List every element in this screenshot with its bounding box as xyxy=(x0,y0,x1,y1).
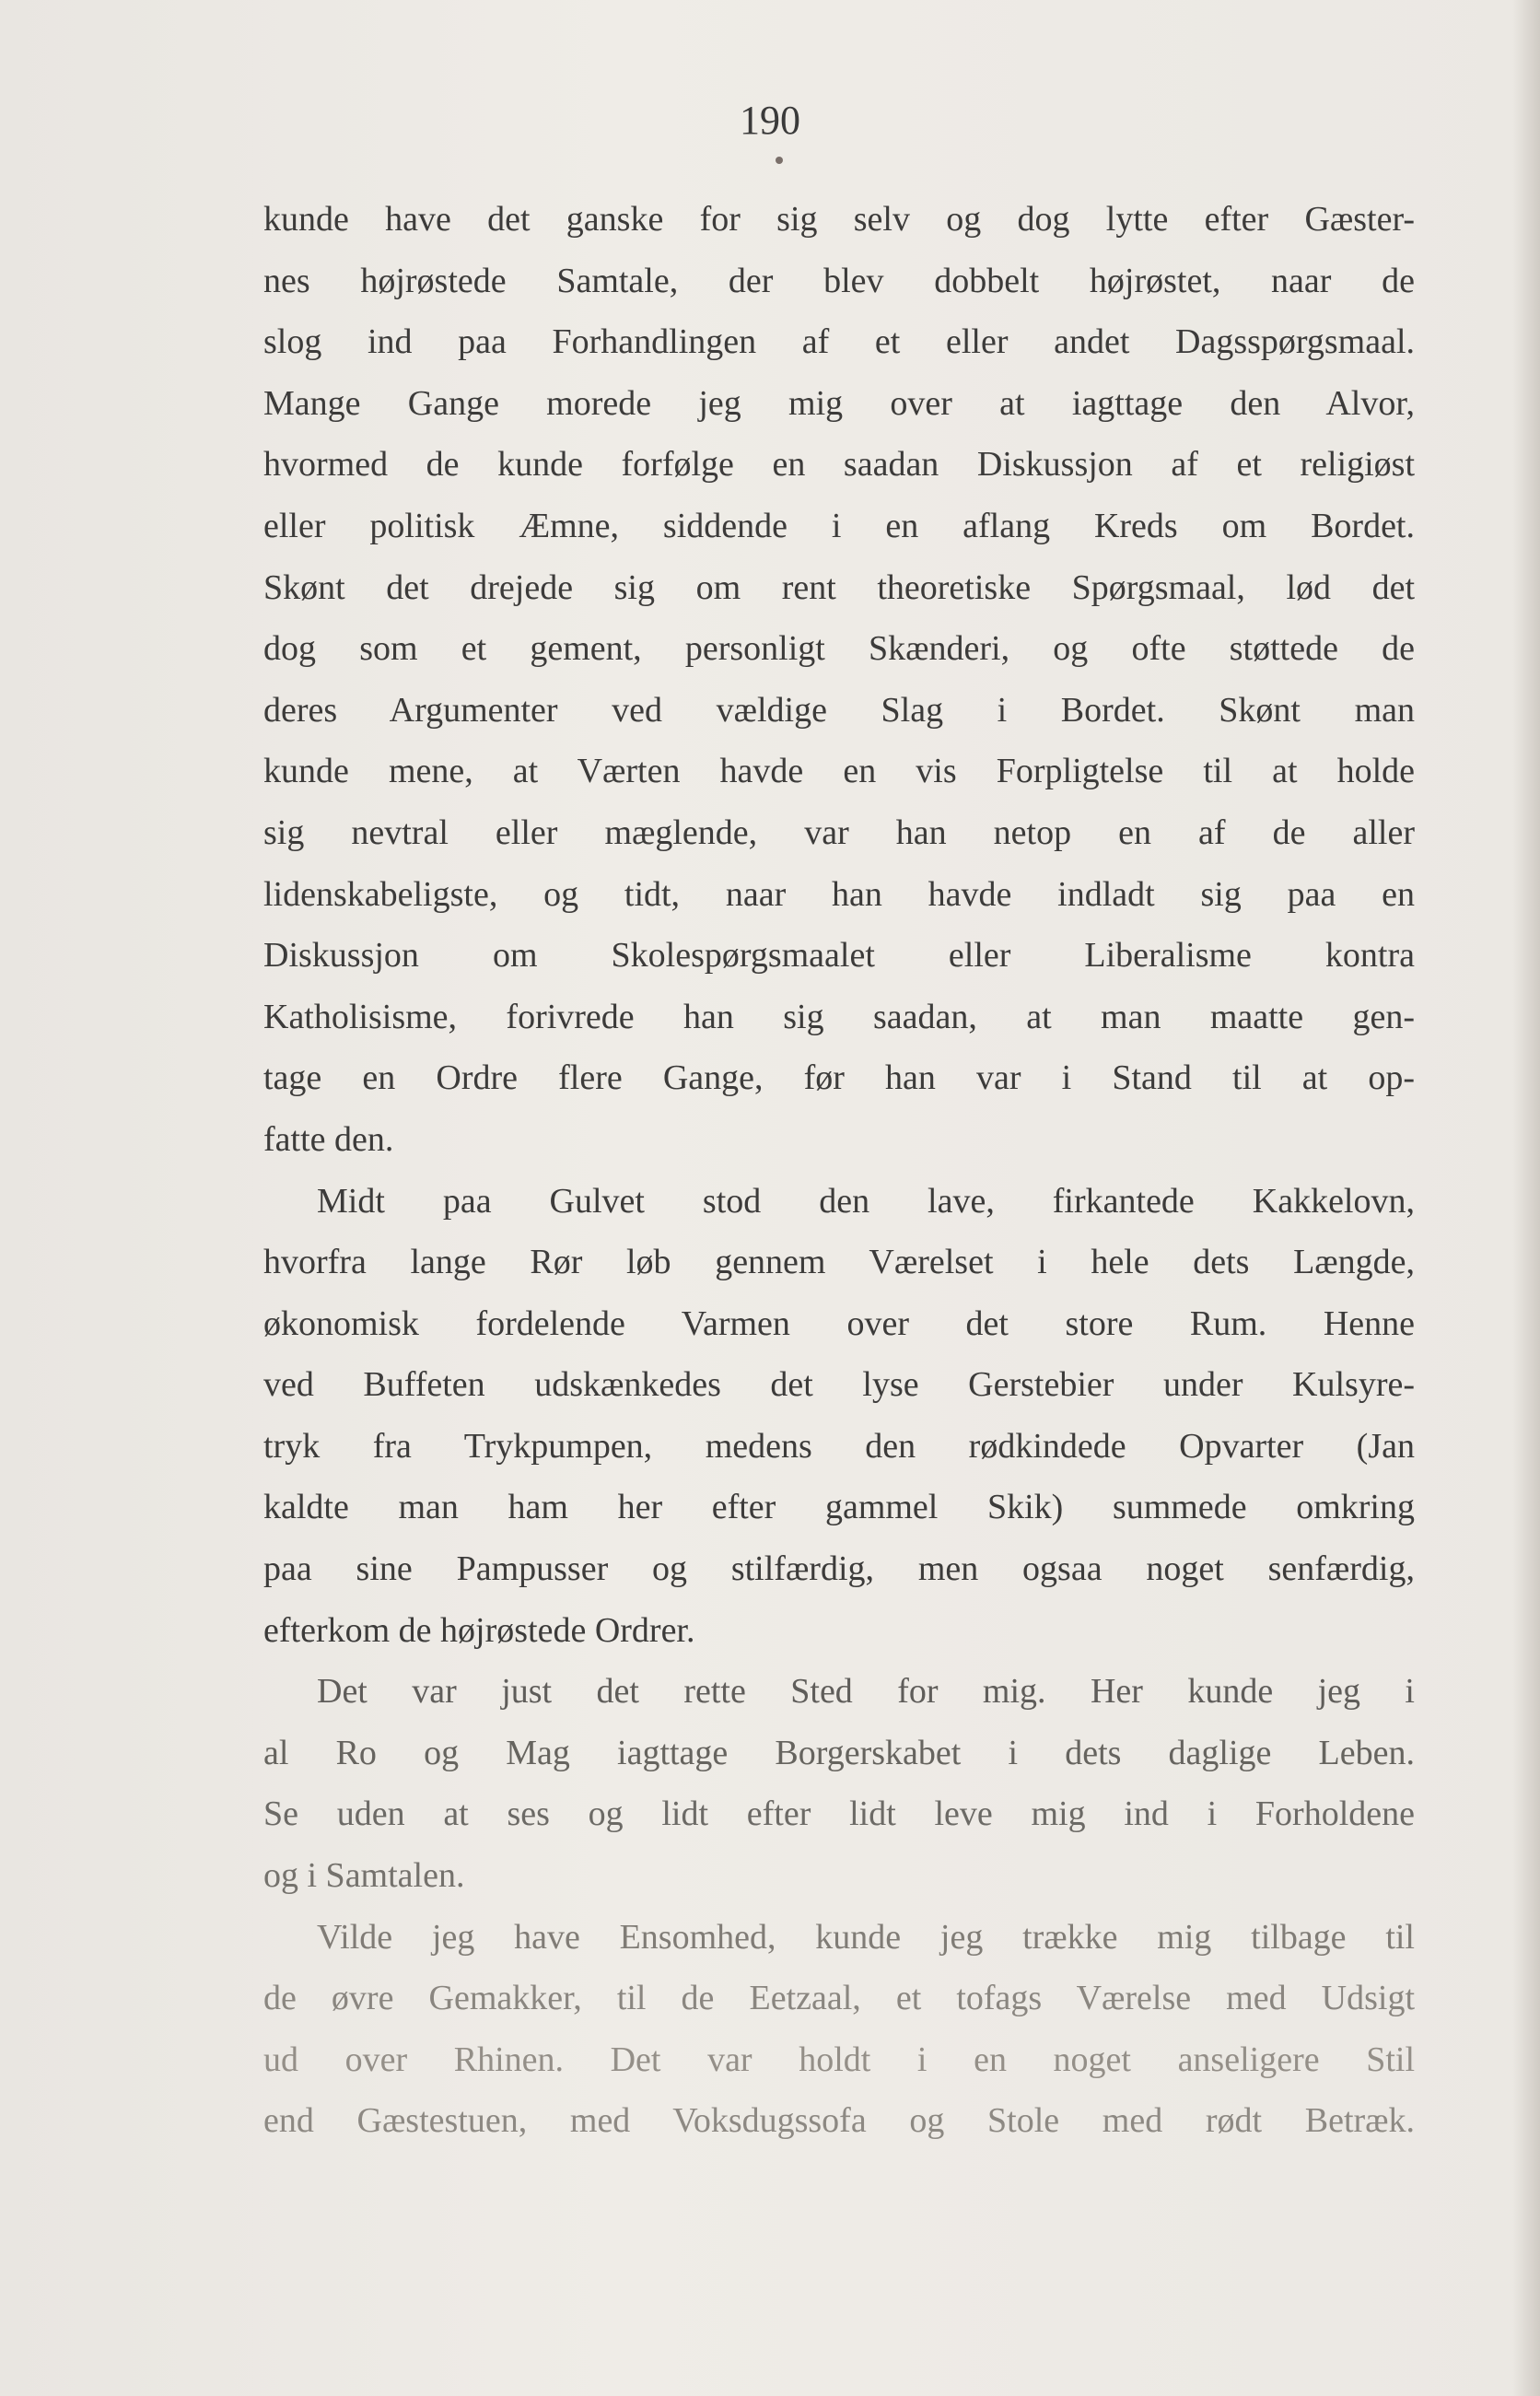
ink-speck xyxy=(776,157,783,164)
text-line: de øvre Gemakker, til de Eetzaal, et tofags Værelse med Udsigt xyxy=(263,1979,1415,2018)
text-line: deres Argumenter ved vældige Slag i Bordet. Skønt man xyxy=(263,690,1415,730)
text-line: tryk fra Trykpumpen, medens den rødkindede Opvarter (Jan xyxy=(263,1426,1415,1466)
text-line: lidenskabeligste, og tidt, naar han havde indladt sig paa en xyxy=(263,874,1415,914)
text-line: paa sine Pampusser og stilfærdig, men ogsaa noget senfærdig, xyxy=(263,1549,1415,1589)
text-line: efterkom de højrøstede Ordrer. xyxy=(263,1610,695,1650)
body-text xyxy=(263,189,1415,2152)
text-line: Det var just det rette Sted for mig. Her kunde jeg i xyxy=(317,1672,1415,1712)
text-line: ud over Rhinen. Det var holdt i en noget anseligere Stil xyxy=(263,2040,1415,2079)
text-line: ved Buffeten udskænkedes det lyse Gerstebier under Kulsyre- xyxy=(263,1365,1415,1405)
text-line: økonomisk fordelende Varmen over det store Rum. Henne xyxy=(263,1303,1415,1343)
text-line: kunde mene, at Værten havde en vis Forpligtelse til at holde xyxy=(263,752,1415,791)
text-line: kunde have det ganske for sig selv og dog lytte efter Gæster- xyxy=(263,200,1415,239)
text-line: Diskussjon om Skolespørgsmaalet eller Liberalisme kontra xyxy=(263,936,1415,976)
text-line: hvormed de kunde forfølge en saadan Diskussjon af et religiøst xyxy=(263,445,1415,485)
text-line: fatte den. xyxy=(263,1119,394,1159)
paragraph xyxy=(263,1907,1415,2152)
paragraph xyxy=(263,1171,1415,1662)
text-line: Midt paa Gulvet stod den lave, firkantede Kakkelovn, xyxy=(317,1181,1415,1221)
text-line: og i Samtalen. xyxy=(263,1856,465,1896)
paragraph xyxy=(263,189,1415,1171)
text-line: end Gæstestuen, med Voksdugssofa og Stole med rødt Betræk. xyxy=(263,2101,1415,2141)
page-number: 190 xyxy=(740,98,800,143)
text-line: dog som et gement, personligt Skænderi, og ofte støttede de xyxy=(263,629,1415,669)
text-line: Se uden at ses og lidt efter lidt leve mig ind i Forholdene xyxy=(263,1794,1415,1834)
text-line: slog ind paa Forhandlingen af et eller andet Dagsspørgsmaal. xyxy=(263,322,1415,362)
text-line: Vilde jeg have Ensomhed, kunde jeg trække mig tilbage til xyxy=(317,1917,1415,1957)
text-line: nes højrøstede Samtale, der blev dobbelt højrøstet, naar de xyxy=(263,261,1415,300)
text-line: Katholisisme, forivrede han sig saadan, at man maatte gen- xyxy=(263,997,1415,1036)
text-line: Skønt det drejede sig om rent theoretiske Spørgsmaal, lød det xyxy=(263,567,1415,607)
text-line: eller politisk Æmne, siddende i en aflang Kreds om Bordet. xyxy=(263,506,1415,545)
page-edge-shadow xyxy=(1512,0,1540,2396)
paragraph xyxy=(263,1661,1415,1906)
text-line: Mange Gange morede jeg mig over at iagttage den Alvor, xyxy=(263,383,1415,423)
text-line: al Ro og Mag iagttage Borgerskabet i dets daglige Leben. xyxy=(263,1733,1415,1772)
text-line: kaldte man ham her efter gammel Skik) summede omkring xyxy=(263,1488,1415,1527)
text-line: hvorfra lange Rør løb gennem Værelset i hele dets Længde, xyxy=(263,1243,1415,1282)
text-line: tage en Ordre flere Gange, før han var i Stand til at op- xyxy=(263,1058,1415,1098)
text-line: sig nevtral eller mæglende, var han netop en af de aller xyxy=(263,812,1415,852)
